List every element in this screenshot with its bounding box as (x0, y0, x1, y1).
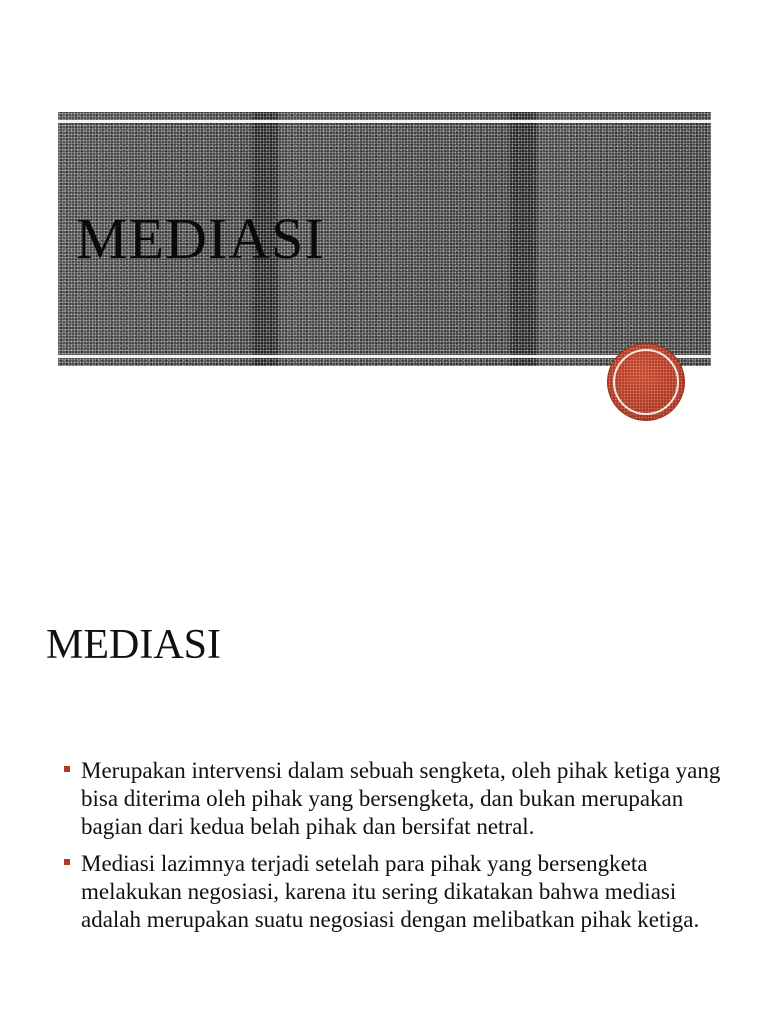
banner-bottom-rule (58, 355, 711, 358)
slide-title: MEDIASI (76, 206, 325, 271)
list-item (64, 850, 724, 934)
bullet-text: Merupakan intervensi dalam sebuah sengketa, oleh pihak ketiga yang bisa diterima oleh pihak yang bersengketa, dan bukan merupakan bagian dari kedua belah pihak dan bersifat netral. (81, 758, 721, 839)
bullet-square-icon (64, 859, 70, 865)
section-heading: MEDIASI (46, 622, 221, 668)
list-item (64, 757, 724, 841)
bullet-list (64, 757, 724, 943)
bullet-text: Mediasi lazimnya terjadi setelah para pihak yang bersengketa melakukan negosiasi, karena itu sering dikatakan bahwa mediasi adalah merupakan suatu negosiasi dengan melibatkan pihak ketiga. (81, 851, 700, 932)
banner-top-rule (58, 120, 711, 123)
bullet-square-icon (64, 766, 70, 772)
title-banner (58, 112, 711, 366)
decorative-circle-badge (608, 344, 684, 420)
